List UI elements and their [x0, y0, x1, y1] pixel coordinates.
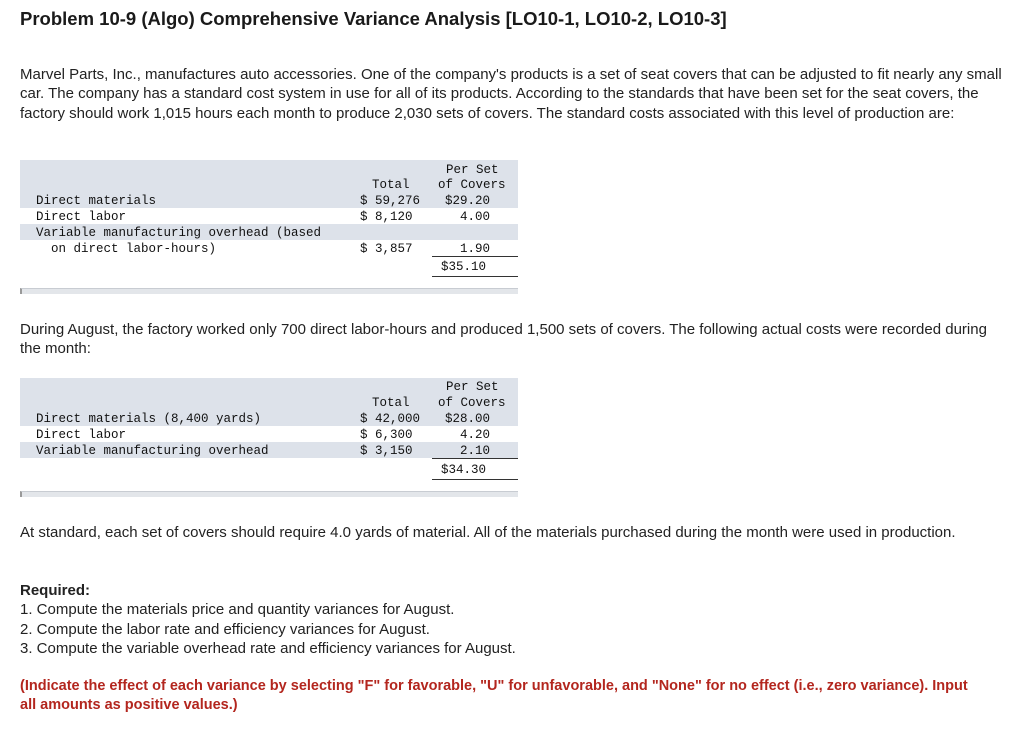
august-paragraph: During August, the factory worked only 700 direct labor-hours and produced 1,500 sets of covers. The following actual costs were recorded during the month: — [20, 321, 987, 358]
sum-double-underline — [432, 479, 518, 480]
sum-underline — [432, 458, 518, 459]
row-total: $ 6,300 — [360, 428, 413, 442]
table-footer-scrollbar — [20, 491, 518, 497]
row-total: $ 42,000 — [360, 412, 421, 426]
row-per-set: $29.20 — [444, 194, 490, 208]
column-header-of-covers: of Covers — [438, 178, 506, 192]
row-total: $ 3,857 — [360, 242, 413, 256]
required-heading: Required: — [20, 582, 91, 599]
column-header-per-set: Per Set — [446, 380, 499, 394]
row-total: $ 8,120 — [360, 210, 413, 224]
row-label: Variable manufacturing overhead (based — [36, 226, 322, 240]
sum-double-underline — [432, 276, 518, 277]
sum-underline — [432, 256, 518, 257]
row-label-continued: on direct labor-hours) — [51, 242, 217, 256]
row-per-set: 2.10 — [459, 444, 490, 458]
column-header-total: Total — [372, 396, 410, 410]
actual-cost-table — [20, 378, 518, 500]
standard-cost-table — [20, 160, 518, 290]
row-total: $ 59,276 — [360, 194, 421, 208]
row-total: $ 3,150 — [360, 444, 413, 458]
row-label: Direct materials — [36, 194, 157, 208]
row-label: Direct labor — [36, 210, 127, 224]
required-item: 3. Compute the variable overhead rate and efficiency variances for August. — [20, 639, 516, 657]
row-per-set: $28.00 — [444, 412, 490, 426]
required-item: 2. Compute the labor rate and efficiency variances for August. — [20, 620, 430, 638]
page-title: Problem 10-9 (Algo) Comprehensive Variance Analysis [LO10-1, LO10-2, LO10-3] — [20, 8, 727, 29]
column-header-per-set: Per Set — [446, 163, 499, 177]
row-sum: $35.10 — [441, 260, 487, 274]
row-sum: $34.30 — [441, 463, 487, 477]
instruction-note: (Indicate the effect of each variance by selecting "F" for favorable, "U" for unfavorable, and "None" for no effect (i.e., zero variance). Input all amounts as positive values.) — [20, 678, 968, 713]
row-label: Direct materials (8,400 yards) — [36, 412, 262, 426]
standard-note-paragraph: At standard, each set of covers should require 4.0 yards of material. All of the materials purchased during the month were used in production. — [20, 524, 956, 541]
intro-paragraph: Marvel Parts, Inc., manufactures auto accessories. One of the company's products is a set of seat covers that can be adjusted to fit nearly any small car. The company has a standard cost system in use for all of its products. According to the standards that have been set for the seat covers, the factory should work 1,015 hours each month to produce 2,030 sets of covers. The standard costs associated with this level of production are: — [20, 66, 1002, 122]
row-label: Variable manufacturing overhead — [36, 444, 269, 458]
table-footer-scrollbar — [20, 288, 518, 294]
row-per-set: 4.20 — [459, 428, 490, 442]
required-section — [20, 581, 516, 658]
row-per-set: 1.90 — [459, 242, 490, 256]
required-item: 1. Compute the materials price and quantity variances for August. — [20, 601, 455, 619]
row-per-set: 4.00 — [459, 210, 490, 224]
column-header-total: Total — [372, 178, 410, 192]
row-label: Direct labor — [36, 428, 127, 442]
column-header-of-covers: of Covers — [438, 396, 506, 410]
